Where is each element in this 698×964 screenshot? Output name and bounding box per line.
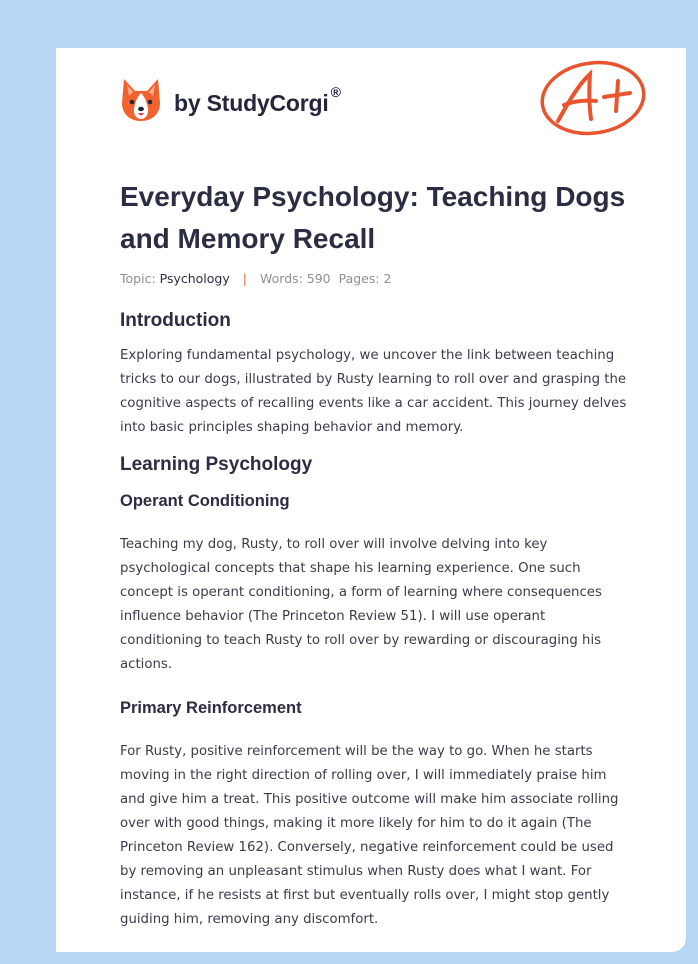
primary-reinforcement-paragraph: For Rusty, positive reinforcement will be the way to go. When he starts moving in the right direction of rolling over, I will immediately praise him and give him a treat. This positive outcome will make him associate rolling over with good things, making it more likely for him to do it again (The Princeton Review 162). Conversely, negative reinforcement could be used by removing an unpleasant stimulus when Rusty does what I want. For instance, if he resists at first but eventually rolls over, I might stop gently guiding him, removing any discomfort. bbox=[120, 744, 619, 927]
operant-conditioning-heading: Operant Conditioning bbox=[120, 492, 290, 510]
word-count: Words: 590 bbox=[259, 271, 331, 286]
corgi-icon bbox=[120, 77, 162, 123]
learning-psychology-heading: Learning Psychology bbox=[120, 454, 313, 475]
page-count: Pages: 2 bbox=[338, 271, 392, 286]
document-title: Everyday Psychology: Teaching Dogs and Memory Recall bbox=[120, 181, 626, 254]
topic-link[interactable]: Psychology bbox=[159, 271, 230, 286]
meta-separator: | bbox=[242, 271, 247, 286]
primary-reinforcement-heading: Primary Reinforcement bbox=[120, 699, 302, 717]
document-meta bbox=[120, 271, 630, 286]
document-content bbox=[120, 176, 630, 932]
introduction-paragraph: Exploring fundamental psychology, we uncover the link between teaching tricks to our dogs, illustrated by Rusty learning to roll over and grasping the cognitive aspects of recalling events like a car accident. This journey delves into basic principles shaping behavior and memory. bbox=[120, 348, 627, 435]
document-page bbox=[56, 48, 686, 952]
operant-conditioning-paragraph: Teaching my dog, Rusty, to roll over will involve delving into key psychological concepts that shape his learning experience. One such concept is operant conditioning, a form of learning where consequences influence behavior (The Princeton Review 51). I will use operant conditioning to teach Rusty to roll over by rewarding or discouraging his actions. bbox=[120, 537, 602, 672]
topic-label: Topic: bbox=[120, 271, 156, 286]
a-plus-grade-icon bbox=[538, 59, 648, 139]
studycorgi-logo[interactable] bbox=[120, 75, 341, 125]
brand-name: by StudyCorgi ® bbox=[174, 83, 341, 116]
introduction-heading: Introduction bbox=[120, 310, 231, 331]
